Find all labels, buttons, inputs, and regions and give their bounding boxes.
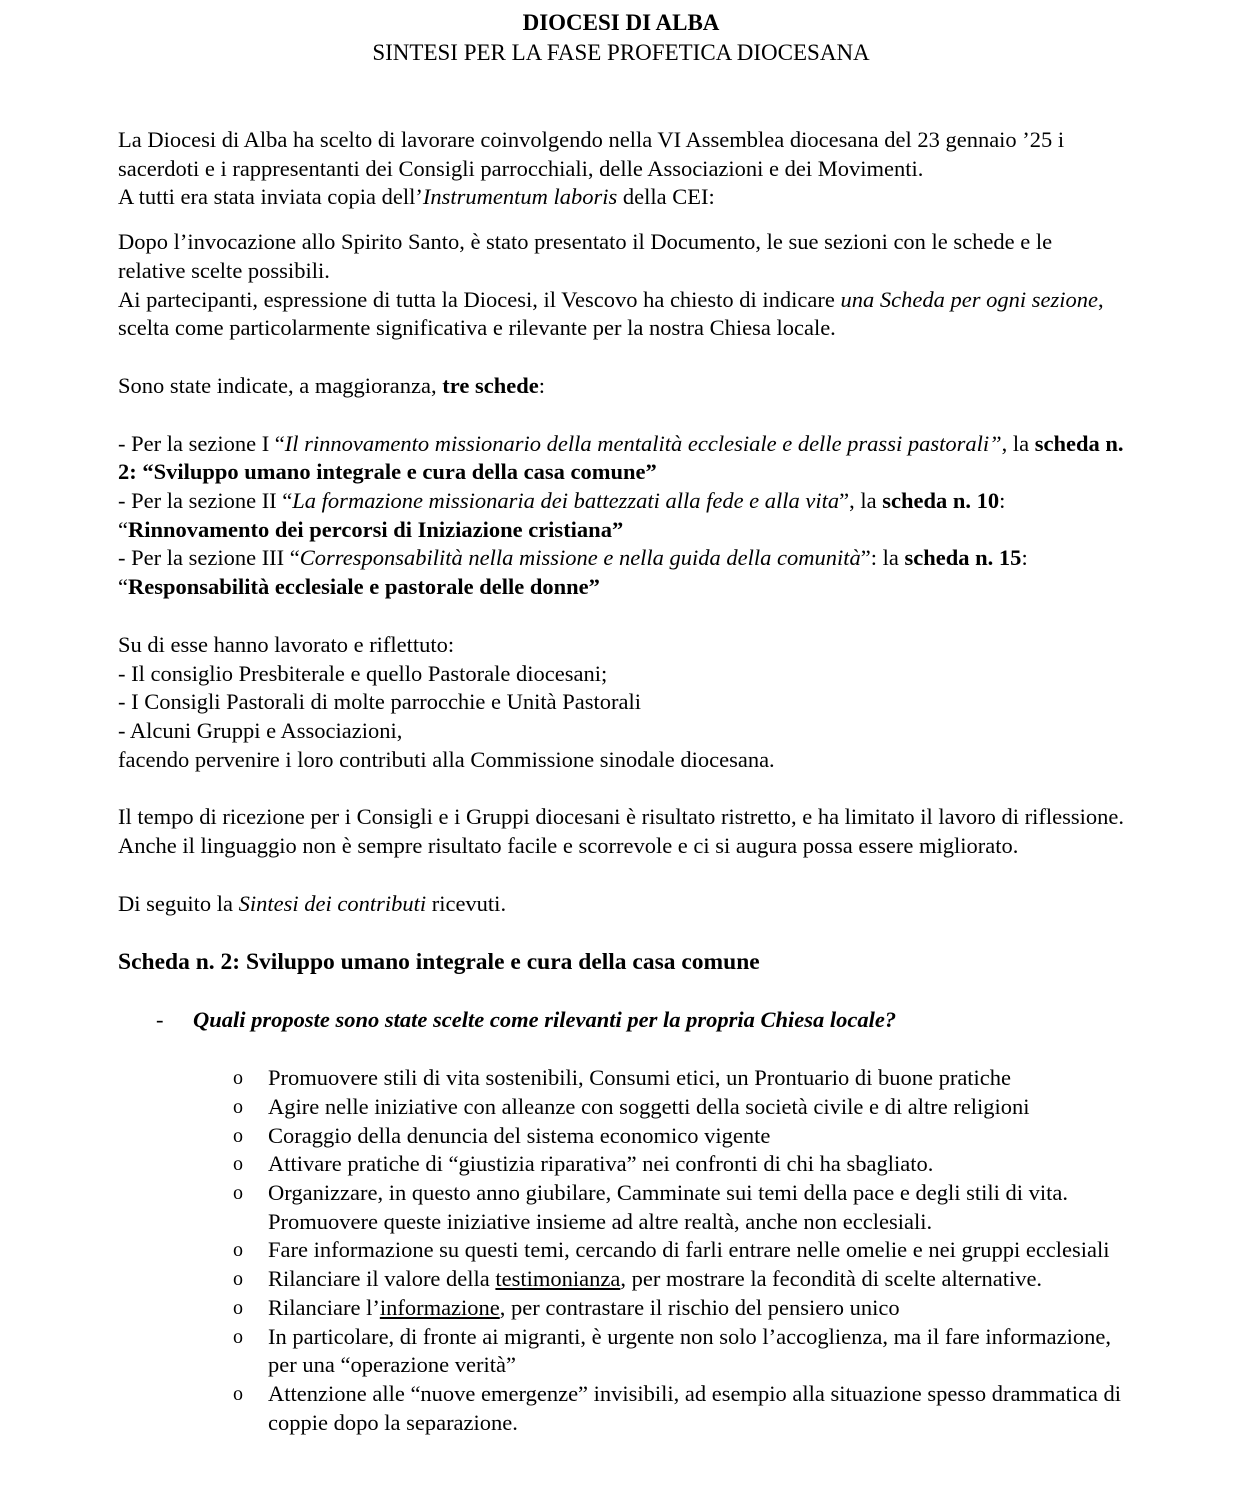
follow-paragraph: Di seguito la Sintesi dei contributi ricevuti. [118,890,507,916]
circle-bullet-icon: o [233,1095,243,1118]
intro-paragraph-3: Sono state indicate, a maggioranza, tre schede: [118,372,545,398]
circle-bullet-icon: o [233,1067,243,1090]
list-item: o Attivare pratiche di “giustizia riparativa” nei confronti di chi ha sbagliato. [268,1150,1124,1179]
list-item: o Coraggio della denuncia del sistema economico vigente [268,1122,1124,1151]
list-item: - Alcuni Gruppi e Associazioni, [118,717,403,743]
list-item: o Agire nelle iniziative con alleanze con soggetti della società civile e di altre religioni [268,1093,1124,1122]
time-note-paragraph: Il tempo di ricezione per i Consigli e i Gruppi diocesani è risultato ristretto, e ha limitato il lavoro di riflessione. Anche il linguaggio non è sempre risultato facile e scorrevole e ci si augura possa essere migliorato. [118,804,1125,859]
circle-bullet-icon: o [233,1325,243,1348]
circle-bullet-icon: o [233,1181,243,1204]
document-page [118,8,1124,1437]
circle-bullet-icon: o [233,1268,243,1291]
circle-bullet-icon: o [233,1296,243,1319]
question: - Quali proposte sono state scelte come rilevanti per la propria Chiesa locale? [118,1006,1124,1035]
proposal-list [118,1064,1124,1437]
circle-bullet-icon: o [233,1153,243,1176]
list-item: o Promuovere stili di vita sostenibili, Consumi etici, un Prontuario di buone pratiche [268,1064,1124,1093]
list-item: o Attenzione alle “nuove emergenze” invisibili, ad esempio alla situazione spesso drammatica di coppie dopo la separazione. [233,1380,1122,1435]
list-item: - I Consigli Pastorali di molte parrocchie e Unità Pastorali [118,689,642,715]
intro-paragraph-1: La Diocesi di Alba ha scelto di lavorare coinvolgendo nella VI Assemblea diocesana del 23 gennaio ’25 i sacerdoti e i rappresentanti dei Consigli parrocchiali, delle Associazioni e dei Movimenti. A tutti era stata inviata copia dell’Instrumentum laboris della CEI: [118,127,1065,210]
intro-paragraph-2: Dopo l’invocazione allo Spirito Santo, è stato presentato il Documento, le sue sezioni con le schede e le relative scelte possibili. Ai partecipanti, espressione di tutta la Diocesi, il Vescovo ha chiesto di indicare una Scheda per ogni sezione, scelta come particolarmente significativa e rilevante per la nostra Chiesa locale. [118,229,1104,341]
circle-bullet-icon: o [233,1382,243,1405]
list-item: o Organizzare, in questo anno giubilare, Camminate sui temi della pace e degli stili di vita. Promuovere queste iniziative insieme ad altre realtà, anche non ecclesiali. [233,1179,1068,1234]
section-list [118,430,1124,602]
circle-bullet-icon: o [233,1239,243,1262]
section-3: - Per la sezione III “Corresponsabilità nella missione e nella guida della comunità”: la scheda n. 15: “Responsabilità ecclesiale e pastorale delle donne” [118,545,1028,600]
list-item: - Il consiglio Presbiterale e quello Pastorale diocesani; [118,660,608,686]
document-title: DIOCESI DI ALBA [522,10,720,35]
work-paragraph: Su di esse hanno lavorato e riflettuto: - Il consiglio Presbiterale e quello Pastorale diocesani; - I Consigli Pastorali di molte parrocchie e Unità Pastorali - Alcuni Gruppi e Associazioni, facendo pervenire i loro contributi alla Commissione sinodale diocesana. [118,631,775,772]
section-1: - Per la sezione I “Il rinnovamento missionario della mentalità ecclesiale e delle prassi pastorali”, la scheda n. 2: “Sviluppo umano integrale e cura della casa comune” [118,430,1124,485]
section-2: - Per la sezione II “La formazione missionaria dei battezzati alla fede e alla vita”, la scheda n. 10: “Rinnovamento dei percorsi di Iniziazione cristiana” [118,488,1006,542]
scheda-heading: Scheda n. 2: Sviluppo umano integrale e cura della casa comune [118,949,760,976]
dash-bullet: - [156,1007,164,1033]
list-item: o Rilanciare l’informazione, per contrastare il rischio del pensiero unico [268,1294,1124,1323]
list-item: o Rilanciare il valore della testimonianza, per mostrare la fecondità di scelte alternative. [268,1265,1124,1294]
document-subtitle: SINTESI PER LA FASE PROFETICA DIOCESANA [372,40,870,65]
list-item: o In particolare, di fronte ai migranti, è urgente non solo l’accoglienza, ma il fare informazione, per una “operazione verità” [233,1323,1111,1378]
circle-bullet-icon: o [233,1124,243,1147]
list-item: o Fare informazione su questi temi, cercando di farli entrare nelle omelie e nei gruppi ecclesiali [268,1236,1124,1265]
